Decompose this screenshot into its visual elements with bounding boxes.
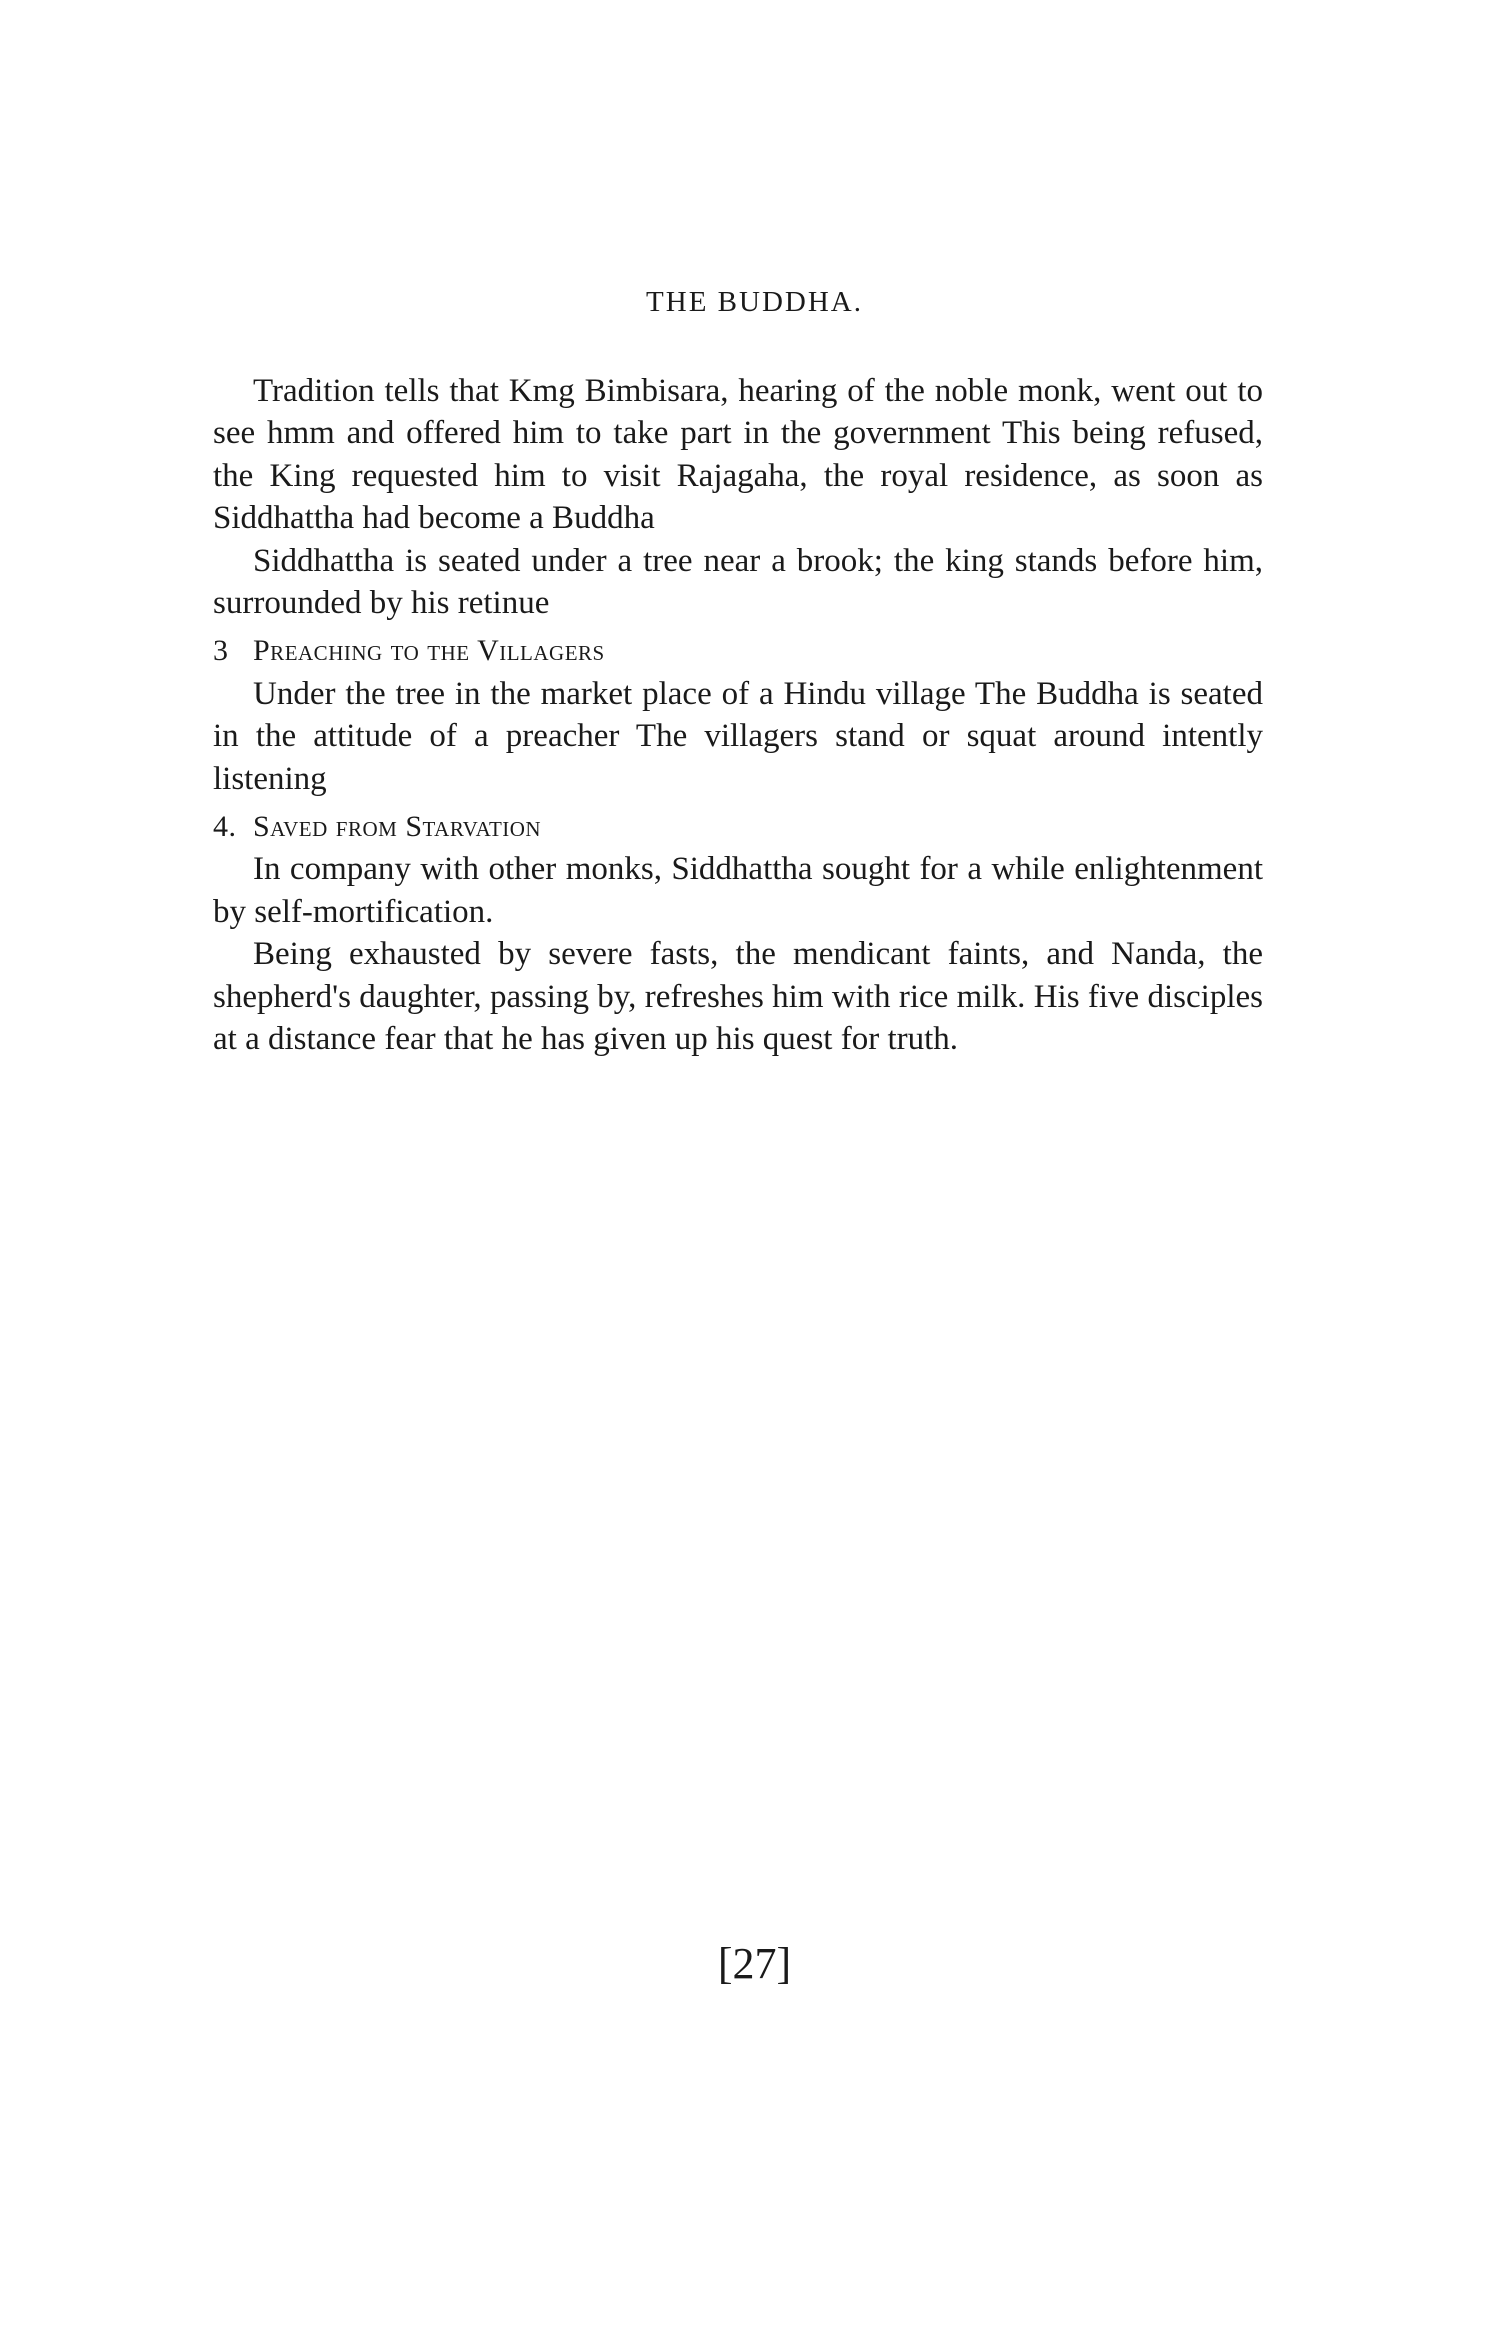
intro-paragraph: Siddhattha is seated under a tree near a brook; the king stands before him, surrounded by his retinue <box>213 542 1263 622</box>
section-paragraph: In company with other monks, Siddhattha sought for a while enlightenment by self-mortification. <box>213 851 1263 930</box>
section-heading <box>213 806 1263 848</box>
page-body <box>213 370 1263 1061</box>
section-paragraph: Being exhausted by severe fasts, the mendicant faints, and Nanda, the shepherd's daughter, passing by, refreshes him with rice milk. His five disciples at a distance fear that he has given up his quest for truth. <box>213 936 1263 1058</box>
section-number: 4. <box>213 810 237 844</box>
section-title: Preaching to the Villagers <box>253 634 605 668</box>
running-header: THE BUDDHA. <box>646 286 863 318</box>
intro-paragraph: Tradition tells that Kmg Bimbisara, hearing of the noble monk, went out to see hmm and offered him to take part in the government This being refused, the King requested him to visit Rajagaha, the royal residence, as soon as Siddhattha had become a Buddha <box>213 373 1263 537</box>
section-paragraph: Under the tree in the market place of a Hindu village The Buddha is seated in the attitude of a preacher The villagers stand or squat around intently listening <box>213 675 1263 797</box>
section-heading <box>213 630 1263 672</box>
section-number: 3 <box>213 634 229 668</box>
section-title: Saved from Starvation <box>253 810 542 844</box>
page-number: [27] <box>717 1939 792 1988</box>
